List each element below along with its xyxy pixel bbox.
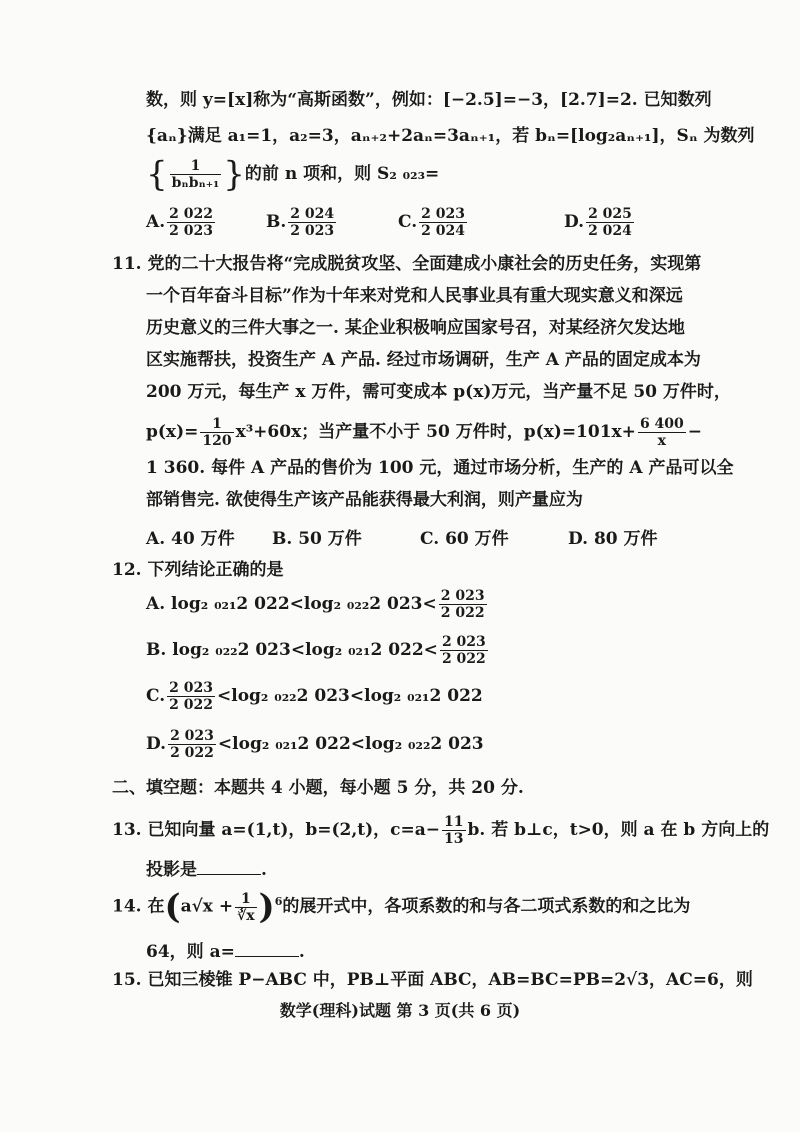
q14-line-1: 14. 在(a√x + $\frac{1}{∛x}$ )$^6$的展开式中，各项系数的和与各二项式系数的和之比为 (112, 887, 691, 928)
q11-option-a[interactable]: A. 40 万件 (146, 529, 235, 549)
q11-line-2: 一个百年奋斗目标”作为十年来对党和人民事业具有重大现实意义和深远 (146, 286, 683, 306)
q11-fraction-6400-x: $\frac{6 400}{x}$ (639, 416, 684, 449)
q11-option-d[interactable]: D. 80 万件 (568, 529, 658, 549)
q11-line-8: 部销售完. 欲使得生产该产品能获得最大利润，则产量应为 (146, 490, 583, 510)
q10-option-d[interactable]: D. $\frac{2 025}{2 024}$ (564, 206, 632, 239)
q11-line-6: p(x)= $\frac{1}{120}$ x³+60x；当产量不小于 50 万件时，p(x)=101x+ $\frac{6 400}{x}$ − (146, 416, 703, 449)
q11-option-b[interactable]: B. 50 万件 (272, 529, 362, 549)
q10-option-a[interactable]: A. $\frac{2 022}{2 023}$ (146, 206, 213, 239)
right-brace: } (223, 154, 245, 195)
q10-sequence-fraction: $\frac{1}{\text{bₙbₙ₊₁}}$ (171, 158, 220, 191)
q13-line-1: 13. 已知向量 a=(1,t)，b=(2,t)，c=a− $\frac{11}{13}$ b. 若 b⊥c，t>0，则 a 在 b 方向上的 (112, 814, 770, 847)
section-2-heading: 二、填空题：本题共 4 小题，每小题 5 分，共 20 分. (112, 778, 524, 798)
q10-line-1: 数，则 y=[x]称为“高斯函数”，例如：[−2.5]=−3，[2.7]=2. 已知数列 (146, 90, 712, 110)
q11-line-3: 历史意义的三件大事之一. 某企业积极响应国家号召，对某经济欠发达地 (146, 318, 685, 338)
q12-option-d[interactable]: D. $\frac{2 023}{2 022}$ <log₂ ₀₂₁2 022<log₂ ₀₂₂2 023 (146, 728, 484, 761)
q11-option-c[interactable]: C. 60 万件 (420, 529, 509, 549)
q10-line-3 (146, 154, 440, 195)
q12-option-a[interactable]: A. log₂ ₀₂₁2 022<log₂ ₀₂₂2 023< $\frac{2 023}{2 022}$ (146, 588, 485, 621)
q15-line-1: 15. 已知三棱锥 P−ABC 中，PB⊥平面 ABC，AB=BC=PB=2√3，AC=6，则 (112, 970, 753, 990)
q11-line-7: 1 360. 每件 A 产品的售价为 100 元，通过市场分析，生产的 A 产品可以全 (146, 458, 734, 478)
q11-line-4: 区实施帮扶，投资生产 A 产品. 经过市场调研，生产 A 产品的固定成本为 (146, 350, 701, 370)
q10-line-2: {aₙ}满足 a₁=1，a₂=3，aₙ₊₂+2aₙ=3aₙ₊₁，若 bₙ=[log₂aₙ₊₁]，Sₙ 为数列 (146, 126, 755, 146)
q11-line-5: 200 万元，每生产 x 万件，需可变成本 p(x)万元，当产量不足 50 万件时， (146, 382, 731, 402)
page-footer: 数学(理科)试题 第 3 页(共 6 页) (279, 1001, 521, 1020)
q13-answer-blank[interactable] (197, 860, 261, 875)
q10-option-c[interactable]: C. $\frac{2 023}{2 024}$ (398, 206, 465, 239)
q10-line-3-text: 的前 n 项和，则 S₂ ₀₂₃= (244, 164, 440, 184)
q12-title: 12. 下列结论正确的是 (112, 560, 284, 580)
q12-option-c[interactable]: C. $\frac{2 023}{2 022}$ <log₂ ₀₂₂2 023<log₂ ₀₂₁2 022 (146, 680, 483, 713)
q10-option-b[interactable]: B. $\frac{2 024}{2 023}$ (266, 206, 335, 239)
q14-line-2: 64，则 a= . (146, 942, 305, 962)
q13-fraction: $\frac{11}{13}$ (444, 814, 464, 847)
q11-fraction-1-120: $\frac{1}{120}$ (202, 416, 232, 449)
q14-answer-blank[interactable] (235, 942, 299, 957)
q12-option-b[interactable]: B. log₂ ₀₂₂2 023<log₂ ₀₂₁2 022< $\frac{2 023}{2 022}$ (146, 634, 486, 667)
left-brace: { (146, 154, 168, 195)
q13-line-2: 投影是 . (146, 860, 267, 880)
q11-line-1: 11. 党的二十大报告将“完成脱贫攻坚、全面建成小康社会的历史任务，实现第 (112, 254, 702, 274)
